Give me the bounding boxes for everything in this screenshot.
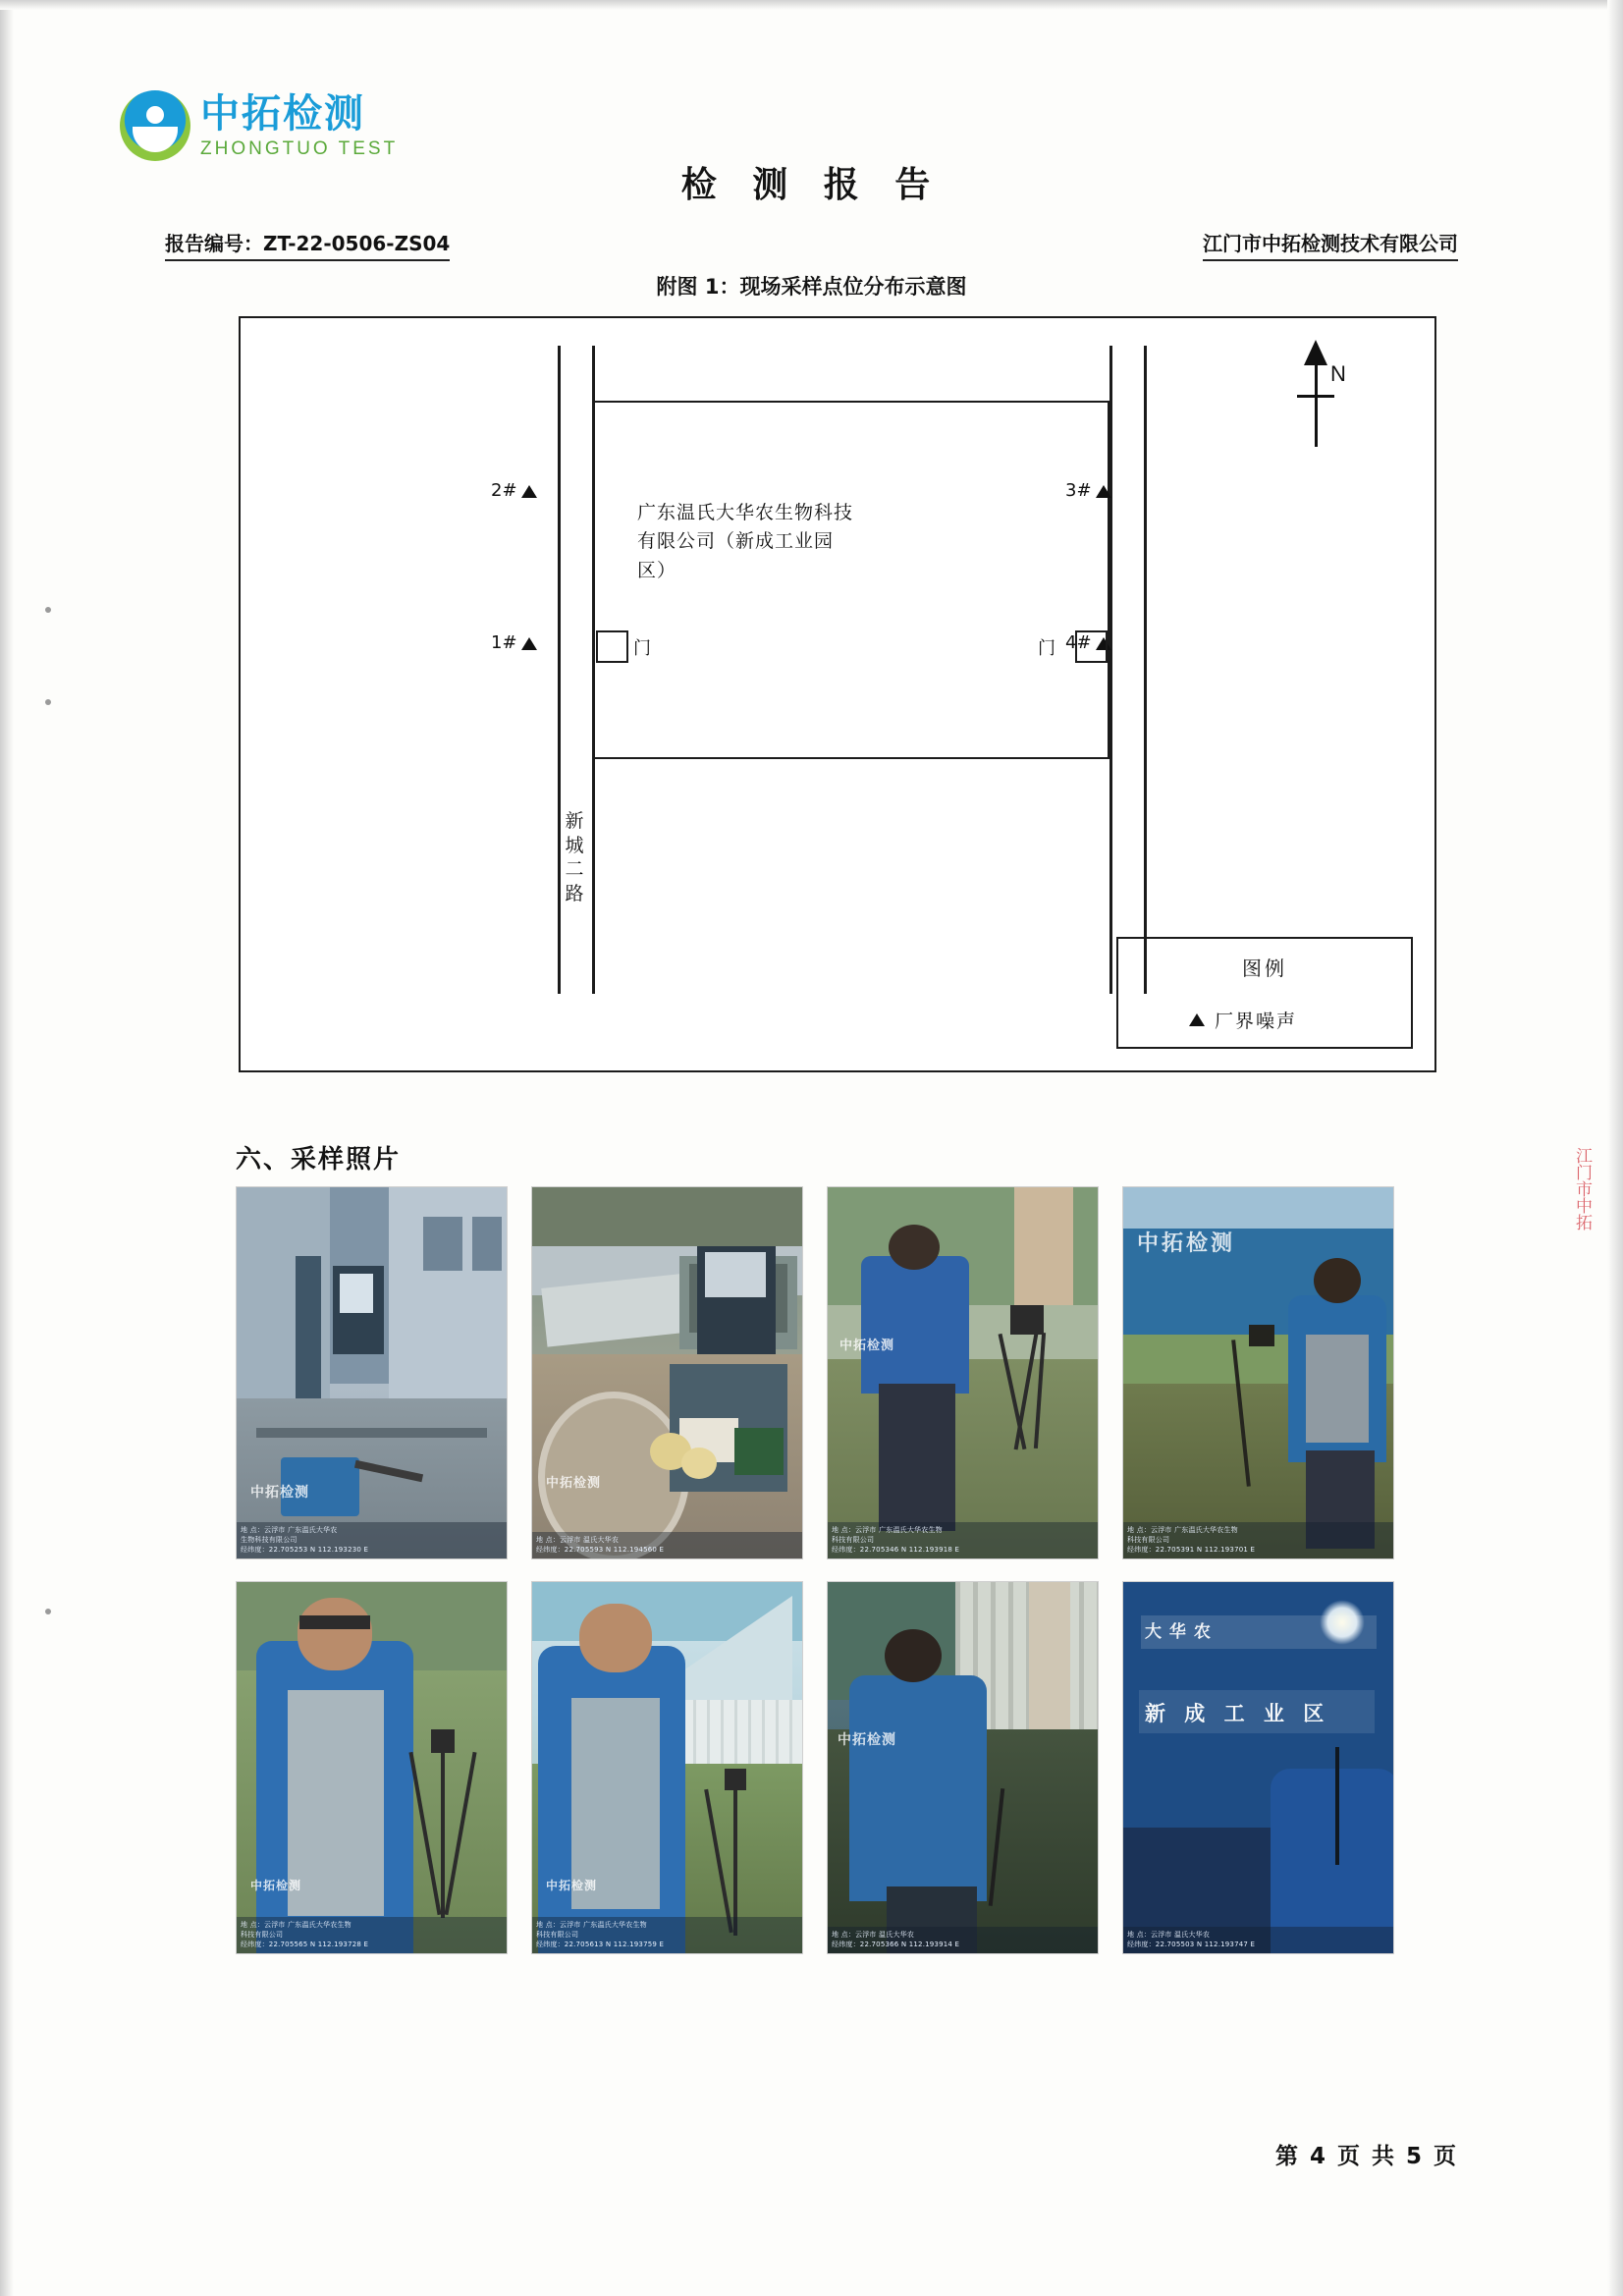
sampling-point-label: 2#: [491, 480, 517, 501]
legend-box: [1116, 937, 1413, 1049]
stamp-line: 地 点：云浮市 广东温氏大华农生物: [832, 1525, 943, 1534]
punch-hole: [45, 607, 51, 613]
photo-watermark: 中拓检测: [250, 1485, 309, 1501]
photo-geo-stamp: [828, 1522, 1098, 1558]
photo-geo-stamp: [237, 1522, 507, 1558]
logo-chinese-name: 中拓检测: [200, 90, 365, 137]
stamp-line: 经纬度：22.705503 N 112.193747 E: [1127, 1940, 1256, 1948]
stamp-line: 科技有限公司: [241, 1930, 284, 1939]
sampling-photo: [827, 1581, 1099, 1954]
stamp-line: 经纬度：22.705391 N 112.193701 E: [1127, 1545, 1256, 1554]
triangle-marker-icon: [1189, 1013, 1205, 1026]
photo-geo-stamp: [1123, 1927, 1393, 1953]
scan-edge: [0, 0, 14, 2296]
punch-hole: [45, 1609, 51, 1614]
sampling-point-diagram: [239, 316, 1436, 1072]
company-logo: [120, 90, 398, 161]
stamp-line: 地 点：云浮市 广东温氏大华农: [241, 1525, 338, 1534]
sampling-photo: [531, 1581, 803, 1954]
photo-sign-text: 大 华 农: [1145, 1622, 1212, 1642]
triangle-marker-icon: [1096, 485, 1111, 498]
punch-hole: [45, 699, 51, 705]
gate-box-right: [1075, 630, 1108, 663]
logo-english-name: ZHONGTUO TEST: [200, 137, 399, 159]
sampling-photo: [827, 1186, 1099, 1559]
photo-geo-stamp: [532, 1917, 802, 1953]
stamp-line: 地 点：云浮市 温氏大华农: [832, 1930, 915, 1939]
photo-geo-stamp: [1123, 1522, 1393, 1558]
sampling-photo-grid: [236, 1186, 1409, 1954]
legend-title: 图例: [1242, 957, 1287, 980]
photo-watermark: 中拓检测: [250, 1879, 302, 1892]
gate-box-left: [596, 630, 628, 663]
sampling-point-label: 1#: [491, 632, 517, 653]
road-line: [1109, 346, 1112, 994]
stamp-line: 科技有限公司: [832, 1535, 875, 1544]
road-name-label: 新城二路: [565, 810, 584, 905]
legend-item-noise: [1189, 1007, 1297, 1033]
photo-watermark: 中拓检测: [546, 1476, 602, 1491]
stamp-line: 经纬度：22.705346 N 112.193918 E: [832, 1545, 960, 1554]
sampling-photo: [531, 1186, 803, 1559]
sampling-photo: [236, 1581, 508, 1954]
gate-label-right: 门: [1038, 638, 1055, 659]
sampling-photo: [236, 1186, 508, 1559]
photo-geo-stamp: [828, 1927, 1098, 1953]
stamp-line: 科技有限公司: [536, 1930, 579, 1939]
stamp-line: 地 点：云浮市 温氏大华农: [1127, 1930, 1211, 1939]
photo-geo-stamp: [237, 1917, 507, 1953]
sampling-point-label: 4#: [1065, 632, 1092, 653]
stamp-line: 经纬度：22.705565 N 112.193728 E: [241, 1940, 369, 1948]
sampling-point-label: 3#: [1065, 480, 1092, 501]
photo-watermark: 中拓检测: [838, 1732, 896, 1748]
sampling-photo: [1122, 1186, 1394, 1559]
triangle-marker-icon: [521, 637, 537, 650]
north-arrow-icon: [1285, 340, 1364, 448]
stamp-line: 地 点：云浮市 广东温氏大华农生物: [536, 1920, 647, 1929]
photo-sign-text: 新 成 工 业 区: [1145, 1702, 1330, 1725]
section-heading: 六、采样照片: [236, 1145, 402, 1175]
photo-watermark: 中拓检测: [1137, 1231, 1236, 1256]
stamp-line: 经纬度：22.705253 N 112.193230 E: [241, 1545, 369, 1554]
stamp-line: 地 点：云浮市 温氏大华农: [536, 1535, 620, 1544]
photo-geo-stamp: [532, 1532, 802, 1558]
north-label: N: [1330, 361, 1346, 386]
sampling-photo: [1122, 1581, 1394, 1954]
leaf-drop-icon: [120, 90, 190, 161]
photo-watermark: 中拓检测: [839, 1339, 895, 1353]
stamp-line: 地 点：云浮市 广东温氏大华农生物: [1127, 1525, 1238, 1534]
report-number: 报告编号：ZT-22-0506-ZS04: [165, 228, 450, 261]
plant-label: 广东温氏大华农生物科技有限公司（新成工业园区）: [637, 502, 854, 581]
scan-edge: [1607, 0, 1623, 2296]
sampling-point-3: [1065, 480, 1111, 501]
stamp-line: 科技有限公司: [1127, 1535, 1170, 1544]
gate-label-left: 门: [633, 638, 651, 659]
stamp-line: 经纬度：22.705613 N 112.193759 E: [536, 1940, 665, 1948]
legend-item-label: 厂界噪声: [1215, 1011, 1298, 1032]
road-line: [1144, 346, 1147, 994]
stamp-line: 经纬度：22.705366 N 112.193914 E: [832, 1940, 960, 1948]
stamp-line: 经纬度：22.705593 N 112.194560 E: [536, 1545, 665, 1554]
scan-edge: [0, 0, 1623, 10]
page-number: 第 4 页 共 5 页: [1274, 2144, 1458, 2169]
photo-watermark: 中拓检测: [546, 1879, 598, 1892]
red-seal-mark: 江门市中拓: [1572, 1146, 1592, 1230]
sampling-point-1: [491, 632, 537, 653]
issuing-company: 江门市中拓检测技术有限公司: [1203, 228, 1458, 261]
stamp-line: 生物科技有限公司: [241, 1535, 298, 1544]
triangle-marker-icon: [521, 485, 537, 498]
figure-caption: 附图 1：现场采样点位分布示意图: [656, 275, 967, 299]
page-title: 检 测 报 告: [680, 165, 943, 205]
stamp-line: 地 点：云浮市 广东温氏大华农生物: [241, 1920, 352, 1929]
sampling-point-2: [491, 480, 537, 501]
